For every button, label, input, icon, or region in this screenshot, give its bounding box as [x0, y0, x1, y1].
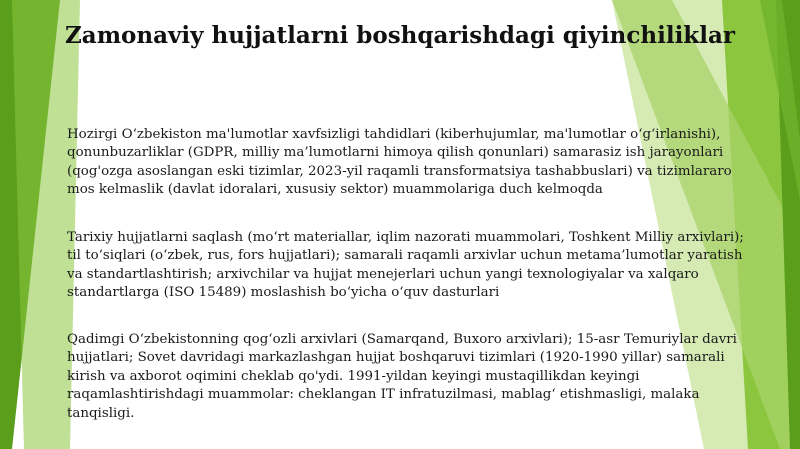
paragraph-historical-preservation: Tarixiy hujjatlarni saqlash (mo‘rt materiallar, iqlim nazorati muammolari, Toshkent Milliy arxivlari); til to‘siqlari (o‘zbek, rus, fors hujjatlari); samarali raqamli arxivlar uchun metama’lumotlar yaratish va standartlashtirish; arxivchilar va hujjat menejerlari uchun yangi texnologiyalar va xalqaro standartlarga (ISO 15489) moslashish bo‘yicha o‘quv dasturlari — [67, 230, 744, 301]
paragraph-historical-context: Qadimgi O‘zbekistonning qog‘ozli arxivlari (Samarqand, Buxoro arxivlari); 15-asr Temuriylar davri hujjatlari; Sovet davridagi markazlashgan hujjat boshqaruvi tizimlari (1920-1990 yillar) samarali kirish va axborot oqimini cheklab qo'ydi. 1991-yildan keyingi mustaqillikdan keyingi raqamlashtirishdagi muammolar: cheklangan IT infratuzilmasi, mablag‘ etishmasligi, malaka tanqisligi. — [67, 332, 737, 421]
paragraph-current-challenges: Hozirgi O‘zbekiston ma'lumotlar xavfsizligi tahdidlari (kiberhujumlar, ma'lumotlar o‘g‘irlanishi), qonunbuzarliklar (GDPR, milliy ma’lumotlarni himoya qilish qonunlari) samarasiz ish jarayonlari (qog'ozga asoslangan eski tizimlar, 2023-yil raqamli transformatsiya tashabbuslari) va tizimlararo mos kelmaslik (davlat idoralari, xususiy sektor) muammolariga duch kelmoqda — [67, 127, 732, 198]
slide-title: Zamonaviy hujjatlarni boshqarishdagi qiyinchiliklar — [65, 22, 735, 49]
